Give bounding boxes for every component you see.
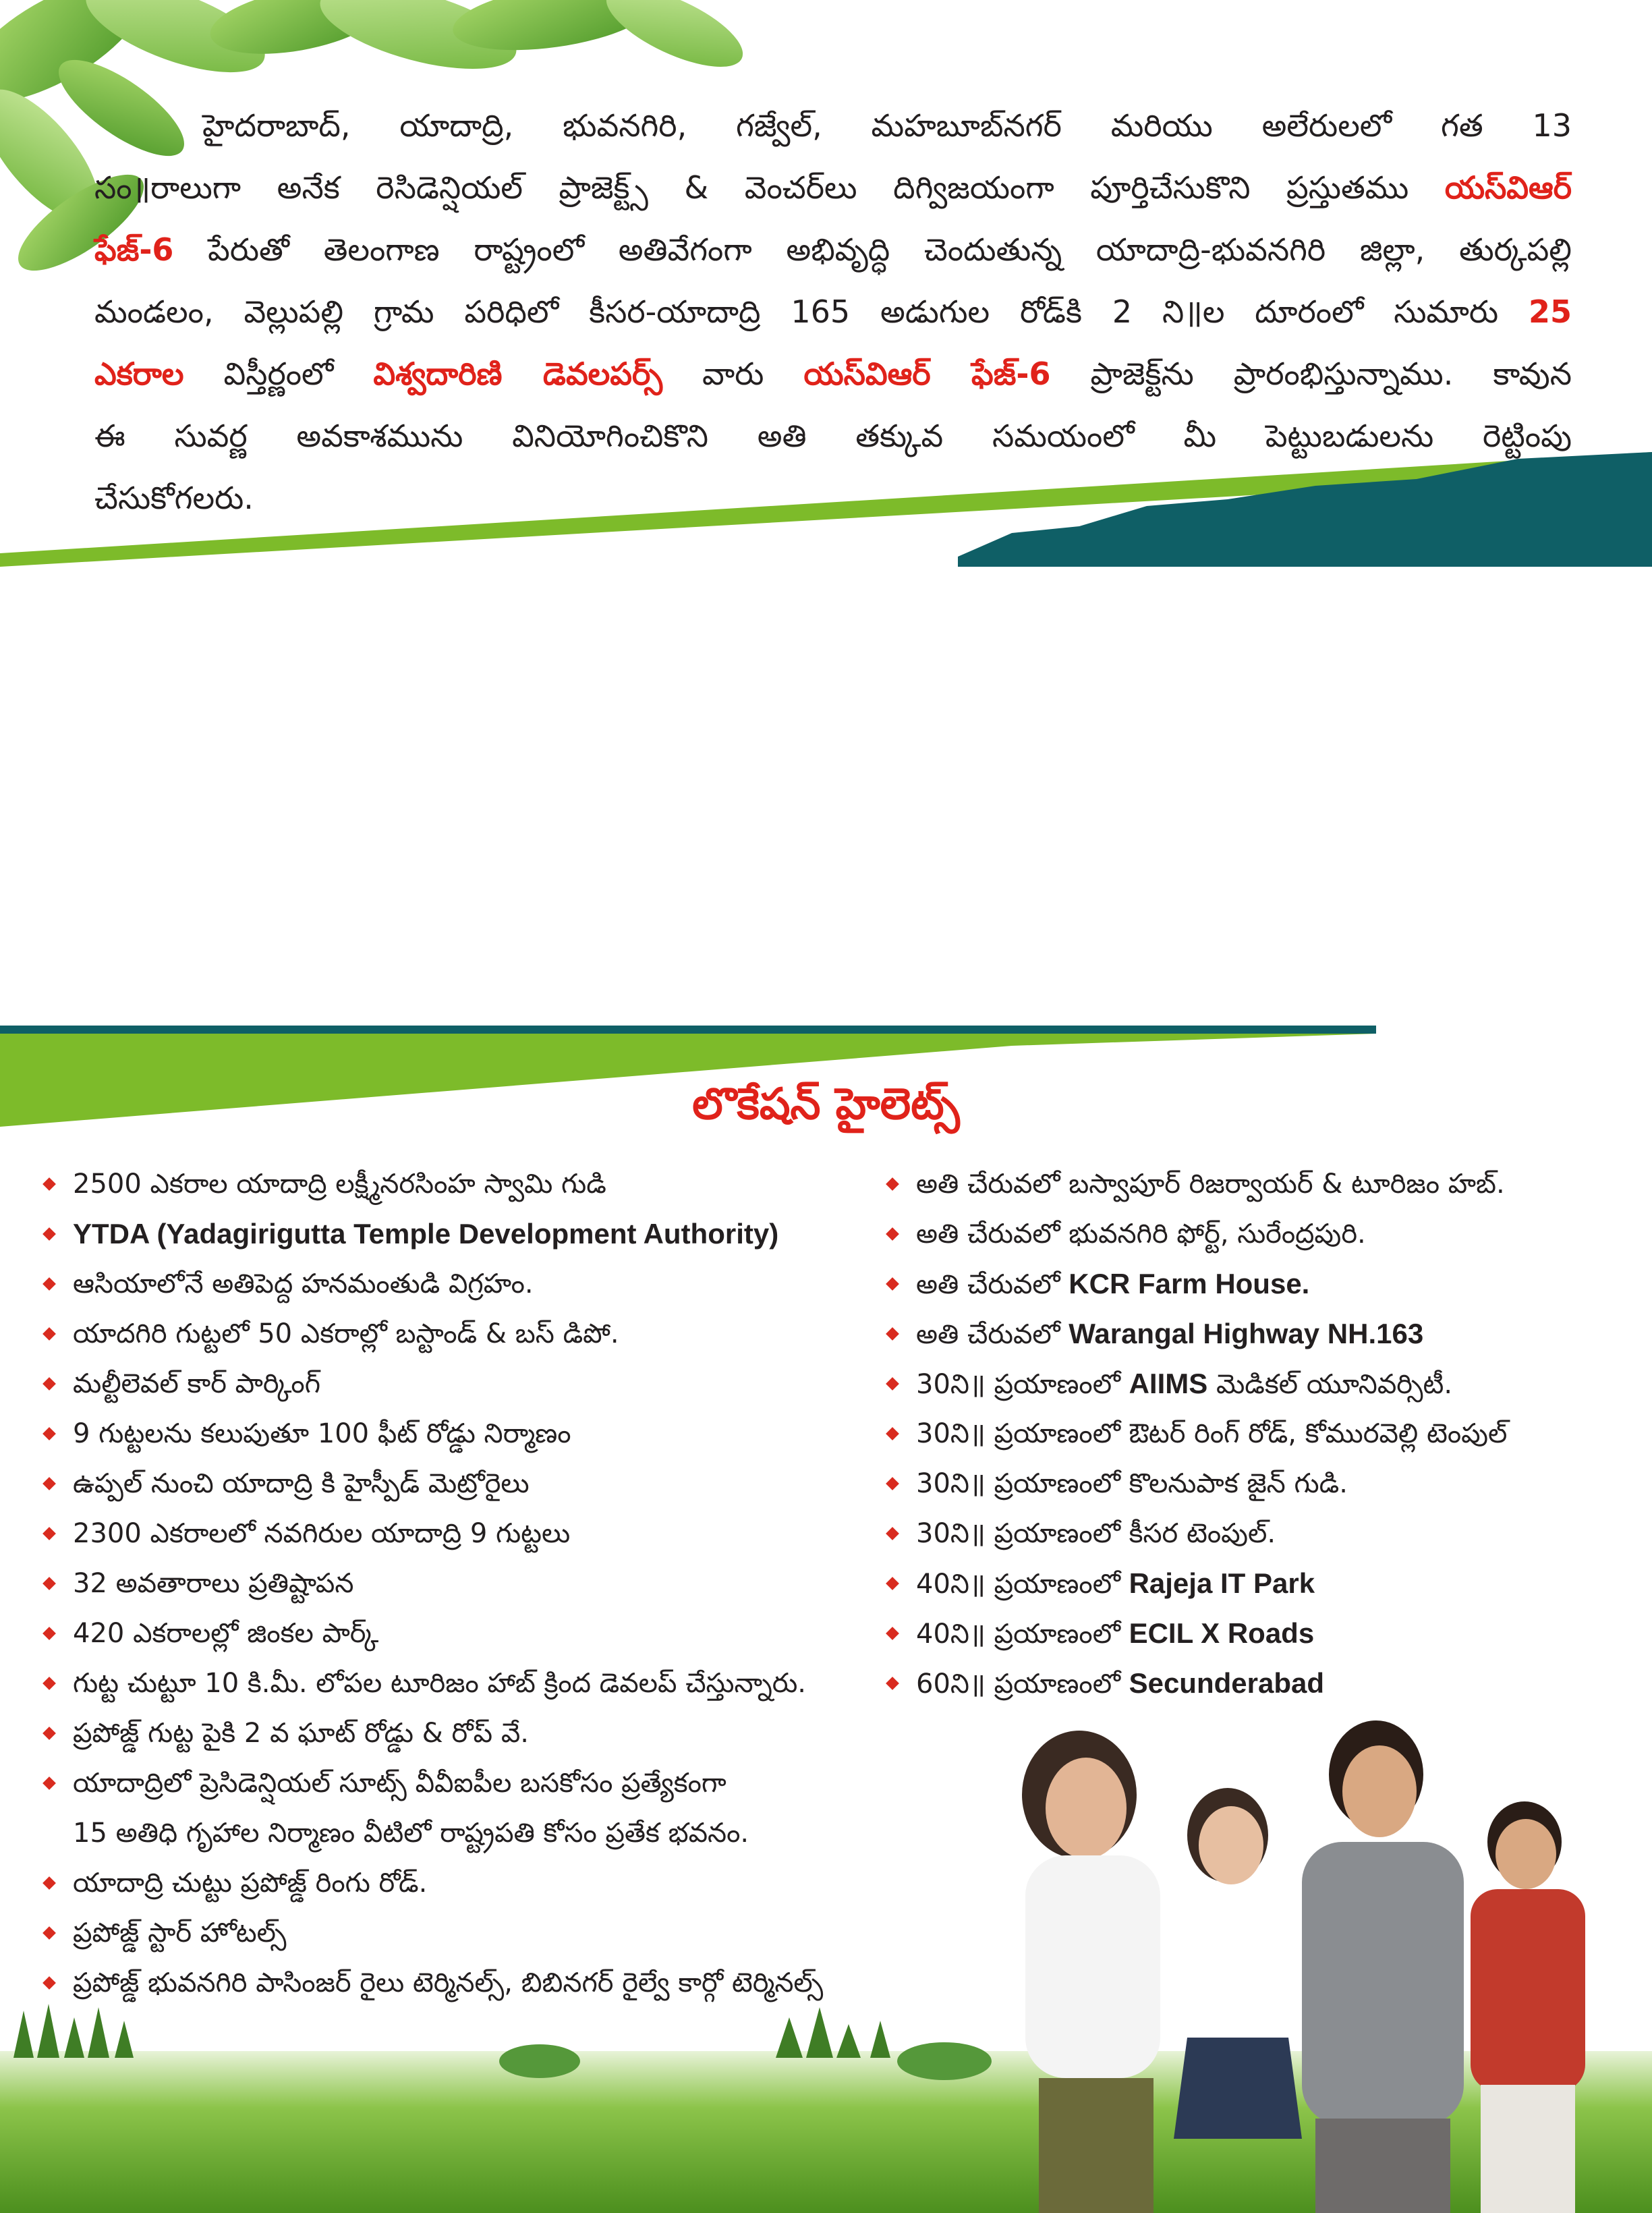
- intro-text: వారు: [662, 356, 804, 392]
- diamond-bullet-icon: [42, 1427, 56, 1440]
- diamond-bullet-icon: [42, 1577, 56, 1590]
- teal-band: [0, 432, 1652, 567]
- developer-name: విశ్వదారిణి డెవలపర్స్: [373, 356, 663, 392]
- intro-text: సం॥రాలుగా అనేక రెసిడెన్షియల్ ప్రాజెక్ట్స్ & వెంచర్‌లు దిగ్విజయంగా పూర్తిచేసుకొని ప్రస్తుతము: [94, 169, 1445, 206]
- list-item: [884, 1509, 1652, 1559]
- list-item: [40, 1409, 917, 1459]
- intro-line-1: హైదరాబాద్, యాదాద్రి, భువనగిరి, గజ్వేల్, మహబూబ్‌నగర్ మరియు అలేరులలో గత 13: [202, 107, 1572, 144]
- list-item-continuation: 15 అతిధి గృహాల నిర్మాణం వీటిలో రాష్ట్రపతి కోసం ప్రతేక భవనం.: [73, 1818, 749, 1849]
- list-item: [884, 1359, 1652, 1409]
- phase-name: ఫేజ్-6: [94, 231, 174, 268]
- diamond-bullet-icon: [886, 1677, 899, 1690]
- diamond-bullet-icon: [42, 1277, 56, 1291]
- diamond-bullet-icon: [42, 1377, 56, 1391]
- diamond-bullet-icon: [42, 1527, 56, 1540]
- list-item: [40, 1559, 917, 1608]
- item-text: 2300 ఎకరాలలో నవగిరుల యాదాద్రి 9 గుట్టలు: [73, 1518, 571, 1549]
- intro-line-6: ఈ సువర్ణ అవకాశమును వినియోగించికొని అతి తక్కువ సమయంలో మీ పెట్టుబడులను రెట్టింపు: [94, 418, 1572, 454]
- item-text: ప్రపోజ్డ్ గుట్ట పైకి 2 వ ఘాట్ రోడ్డు & రోప్ వే.: [73, 1718, 529, 1749]
- item-text: అతి చేరువలో: [916, 1269, 1069, 1300]
- right-highlights-list: [884, 1159, 1652, 1708]
- list-item: [40, 1459, 917, 1509]
- list-item: [40, 1159, 917, 1209]
- intro-line-5: [94, 343, 1572, 405]
- item-english-text: Rajeja IT Park: [1129, 1567, 1315, 1599]
- list-item: [40, 1209, 917, 1259]
- item-text: 30ని॥ ప్రయాణంలో: [916, 1369, 1129, 1400]
- item-text: 60ని॥ ప్రయాణంలో: [916, 1669, 1129, 1700]
- item-text: ఉప్పల్ నుంచి యాదాద్రి కి హైస్పీడ్ మెట్రోరైలు: [73, 1468, 530, 1499]
- item-text: మల్టీలెవల్ కార్ పార్కింగ్: [73, 1368, 321, 1399]
- diamond-bullet-icon: [886, 1277, 899, 1291]
- intro-text: ప్రాజెక్ట్‌ను ప్రారంభిస్తున్నాము. కావున: [1050, 356, 1572, 392]
- diamond-bullet-icon: [886, 1377, 899, 1391]
- diamond-bullet-icon: [42, 1926, 56, 1940]
- list-item: [40, 1908, 917, 1958]
- list-item: [40, 1509, 917, 1559]
- list-item: [40, 1758, 917, 1808]
- item-text: 30ని॥ ప్రయాణంలో కొలనుపాక జైన్ గుడి.: [916, 1468, 1348, 1499]
- list-item: [884, 1159, 1652, 1209]
- diamond-bullet-icon: [886, 1577, 899, 1590]
- item-text: ఆసియాలోనే అతిపెద్ద హనమంతుడి విగ్రహం.: [73, 1268, 534, 1299]
- item-text: 420 ఎకరాలల్లో జింకల పార్క్: [73, 1618, 379, 1649]
- item-text: గుట్ట చుట్టూ 10 కి.మీ. లోపల టూరిజం హాబ్ క్రింద డెవలప్ చేస్తున్నారు.: [73, 1668, 806, 1699]
- diamond-bullet-icon: [42, 1727, 56, 1740]
- acres-number: 25: [1528, 293, 1572, 330]
- diamond-bullet-icon: [886, 1427, 899, 1440]
- diamond-bullet-icon: [42, 1177, 56, 1191]
- list-item: [884, 1608, 1652, 1658]
- item-text: ప్రపోజ్డ్ భువనగిరి పాసింజర్ రైలు టెర్మినల్స్, బిబినగర్ రైల్వే కార్గో టెర్మినల్స్: [73, 1967, 824, 1998]
- item-text: యాదాద్రి చుట్టు ప్రపోజ్డ్ రింగు రోడ్.: [73, 1868, 428, 1899]
- intro-line-7: చేసుకోగలరు.: [94, 480, 254, 516]
- acres-word: ఎకరాల: [94, 356, 184, 392]
- list-item: [884, 1259, 1652, 1309]
- list-item: [40, 1259, 917, 1309]
- diamond-bullet-icon: [42, 1477, 56, 1490]
- list-item: [40, 1608, 917, 1658]
- project-name: యస్‌విఆర్: [1444, 169, 1572, 206]
- list-item: [40, 1309, 917, 1359]
- list-item: [40, 1858, 917, 1908]
- diamond-bullet-icon: [42, 1677, 56, 1690]
- diamond-bullet-icon: [42, 1627, 56, 1640]
- list-item: [884, 1409, 1652, 1459]
- location-highlights-heading: లొకేషన్ హైలెట్స్: [692, 1080, 960, 1129]
- item-text: యాదగిరి గుట్టలో 50 ఎకరాల్లో బస్టాండ్ & బస్ డిపో.: [73, 1318, 619, 1349]
- intro-text: మండలం, వెల్లుపల్లి గ్రామ పరిధిలో కీసర-యాదాద్రి 165 అడుగుల రోడ్‌కి 2 ని॥ల దూరంలో సుమారు: [94, 293, 1529, 330]
- list-item: [884, 1309, 1652, 1359]
- diamond-bullet-icon: [42, 1776, 56, 1790]
- item-text: అతి చేరువలో భువనగిరి ఫోర్ట్, సురేంద్రపురి.: [916, 1218, 1366, 1250]
- diamond-bullet-icon: [886, 1227, 899, 1241]
- item-text: అతి చేరువలో బస్వాపూర్ రిజర్వాయర్ & టూరిజం హబ్.: [916, 1169, 1505, 1200]
- item-english-text: Secunderabad: [1129, 1667, 1325, 1699]
- left-highlights-list: [40, 1159, 917, 2008]
- diamond-bullet-icon: [42, 1327, 56, 1341]
- list-item: [884, 1459, 1652, 1509]
- intro-text: పేరుతో తెలంగాణ రాష్ట్రంలో అతివేగంగా అభివృద్ధి చెందుతున్న యాదాద్రి-భువనగిరి జిల్లా, తుర్కపల్లి: [173, 231, 1572, 268]
- intro-line-2: [94, 157, 1572, 219]
- item-text: 40ని॥ ప్రయాణంలో: [916, 1619, 1129, 1650]
- item-text: 9 గుట్టలను కలుపుతూ 100 ఫీట్ రోడ్డు నిర్మాణం: [73, 1418, 571, 1449]
- intro-line-4: [94, 281, 1572, 343]
- item-english-text: KCR Farm House.: [1069, 1268, 1310, 1299]
- project-phase-name: యస్‌విఆర్ ఫేజ్-6: [803, 356, 1051, 392]
- diamond-bullet-icon: [42, 1976, 56, 1990]
- list-item: [40, 1708, 917, 1758]
- item-text: 2500 ఎకరాల యాదాద్రి లక్ష్మీనరసింహ స్వామి గుడి: [73, 1169, 606, 1200]
- item-english-text: Warangal Highway NH.163: [1069, 1318, 1424, 1349]
- diamond-bullet-icon: [886, 1627, 899, 1640]
- item-english-text: ECIL X Roads: [1129, 1617, 1315, 1649]
- diamond-bullet-icon: [886, 1527, 899, 1540]
- diamond-bullet-icon: [886, 1177, 899, 1191]
- item-text: 40ని॥ ప్రయాణంలో: [916, 1569, 1129, 1600]
- diamond-bullet-icon: [42, 1876, 56, 1890]
- item-english-text: AIIMS: [1129, 1368, 1208, 1399]
- intro-text: విస్తీర్ణంలో: [183, 356, 374, 392]
- diamond-bullet-icon: [886, 1327, 899, 1341]
- list-item: [884, 1209, 1652, 1259]
- list-item: [40, 1359, 917, 1409]
- intro-line-3: [94, 219, 1572, 281]
- list-item: [40, 1658, 917, 1708]
- item-text: ప్రపోజ్డ్ స్టార్ హోటల్స్: [73, 1917, 287, 1949]
- item-text: 30ని॥ ప్రయాణంలో ఔటర్ రింగ్ రోడ్, కోమురవెల్లి టెంపుల్: [916, 1418, 1508, 1449]
- item-text: 32 అవతారాలు ప్రతిష్టాపన: [73, 1568, 354, 1599]
- item-text-rest: మెడికల్ యూనివర్సిటీ.: [1207, 1369, 1453, 1400]
- diamond-bullet-icon: [886, 1477, 899, 1490]
- item-text: YTDA (Yadagirigutta Temple Development Authority): [73, 1218, 779, 1250]
- diamond-bullet-icon: [42, 1227, 56, 1241]
- item-text: అతి చేరువలో: [916, 1319, 1069, 1350]
- list-item: [884, 1559, 1652, 1608]
- item-text: 30ని॥ ప్రయాణంలో కీసర టెంపుల్.: [916, 1518, 1276, 1549]
- item-text: యాదాద్రిలో ప్రెసిడెన్షియల్ సూట్స్ వీవీఐపీల బసకోసం ప్రత్యేకంగా: [73, 1768, 727, 1799]
- family-photo: [998, 1673, 1652, 2213]
